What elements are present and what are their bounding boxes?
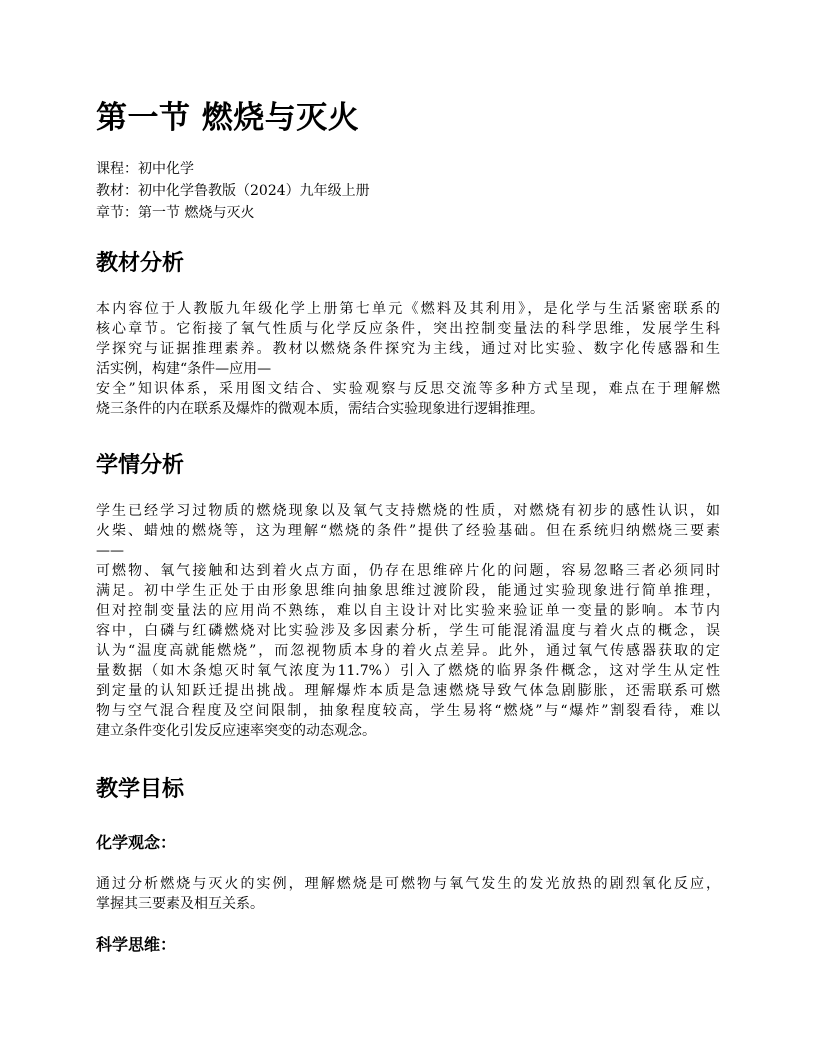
paragraph-line: 核心章节。它衔接了氧气性质与化学反应条件，突出控制变量法的科学思维，发展学生科 (96, 321, 720, 337)
paragraph-line: 烧三条件的内在联系及爆炸的微观本质，需结合实验现象进行逻辑推理。 (96, 401, 544, 417)
section-heading-textbook-analysis: 教材分析 (96, 250, 185, 276)
paragraph-line: 满足。初中学生正处于由形象思维向抽象思维过渡阶段，能通过实验现象进行简单推理， (96, 583, 720, 599)
textbook-analysis-paragraph (96, 299, 720, 419)
paragraph-line: 火柴、蜡烛的燃烧等，这为理解“燃烧的条件”提供了经验基础。但在系统归纳燃烧三要素 (96, 523, 720, 539)
subsection-heading-chemistry-concept: 化学观念： (96, 833, 177, 852)
page-title: 第一节 燃烧与灭火 (96, 100, 360, 136)
paragraph-line: 掌握其三要素及相互关系。 (96, 896, 264, 912)
meta-course: 课程：初中化学 (96, 161, 194, 177)
document-meta (96, 158, 370, 224)
learner-analysis-paragraph (96, 501, 720, 741)
paragraph-line: 但对控制变量法的应用尚不熟练，难以自主设计对比实验来验证单一变量的影响。本节内 (96, 603, 720, 619)
paragraph-line: 物与空气混合程度及空间限制，抽象程度较高，学生易将“燃烧”与“爆炸”割裂看待，难以 (96, 703, 720, 719)
paragraph-line: 认为“温度高就能燃烧”，而忽视物质本身的着火点差异。此外，通过氧气传感器获取的定 (96, 643, 720, 659)
paragraph-line: 量数据（如木条熄灭时氧气浓度为11.7%）引入了燃烧的临界条件概念，这对学生从定性 (96, 663, 720, 679)
meta-chapter: 章节：第一节 燃烧与灭火 (96, 205, 255, 221)
paragraph-line: 可燃物、氧气接触和达到着火点方面，仍存在思维碎片化的问题，容易忽略三者必须同时 (96, 563, 720, 579)
subsection-heading-scientific-thinking: 科学思维： (96, 935, 177, 954)
paragraph-line: 容中，白磷与红磷燃烧对比实验涉及多因素分析，学生可能混淆温度与着火点的概念，误 (96, 623, 720, 639)
chemistry-concept-paragraph (96, 874, 720, 914)
document-page (96, 0, 720, 1056)
paragraph-line: 到定量的认知跃迁提出挑战。理解爆炸本质是急速燃烧导致气体急剧膨胀，还需联系可燃 (96, 683, 720, 699)
section-heading-teaching-goals: 教学目标 (96, 776, 185, 802)
paragraph-line: 安全”知识体系，采用图文结合、实验观察与反思交流等多种方式呈现，难点在于理解燃 (96, 381, 720, 397)
paragraph-line: 通过分析燃烧与灭火的实例，理解燃烧是可燃物与氧气发生的发光放热的剧烈氧化反应， (96, 876, 720, 892)
paragraph-line: —— (96, 543, 124, 559)
paragraph-line: 学生已经学习过物质的燃烧现象以及氧气支持燃烧的性质，对燃烧有初步的感性认识，如 (96, 503, 720, 519)
paragraph-line: 建立条件变化引发反应速率突变的动态观念。 (96, 723, 376, 739)
section-heading-learner-analysis: 学情分析 (96, 452, 185, 478)
meta-textbook: 教材：初中化学鲁教版（2024）九年级上册 (96, 183, 370, 199)
paragraph-line: 本内容位于人教版九年级化学上册第七单元《燃料及其利用》，是化学与生活紧密联系的 (96, 301, 720, 317)
paragraph-line: 学探究与证据推理素养。教材以燃烧条件探究为主线，通过对比实验、数字化传感器和生 (96, 341, 720, 357)
paragraph-line: 活实例，构建“条件—应用— (96, 361, 272, 377)
